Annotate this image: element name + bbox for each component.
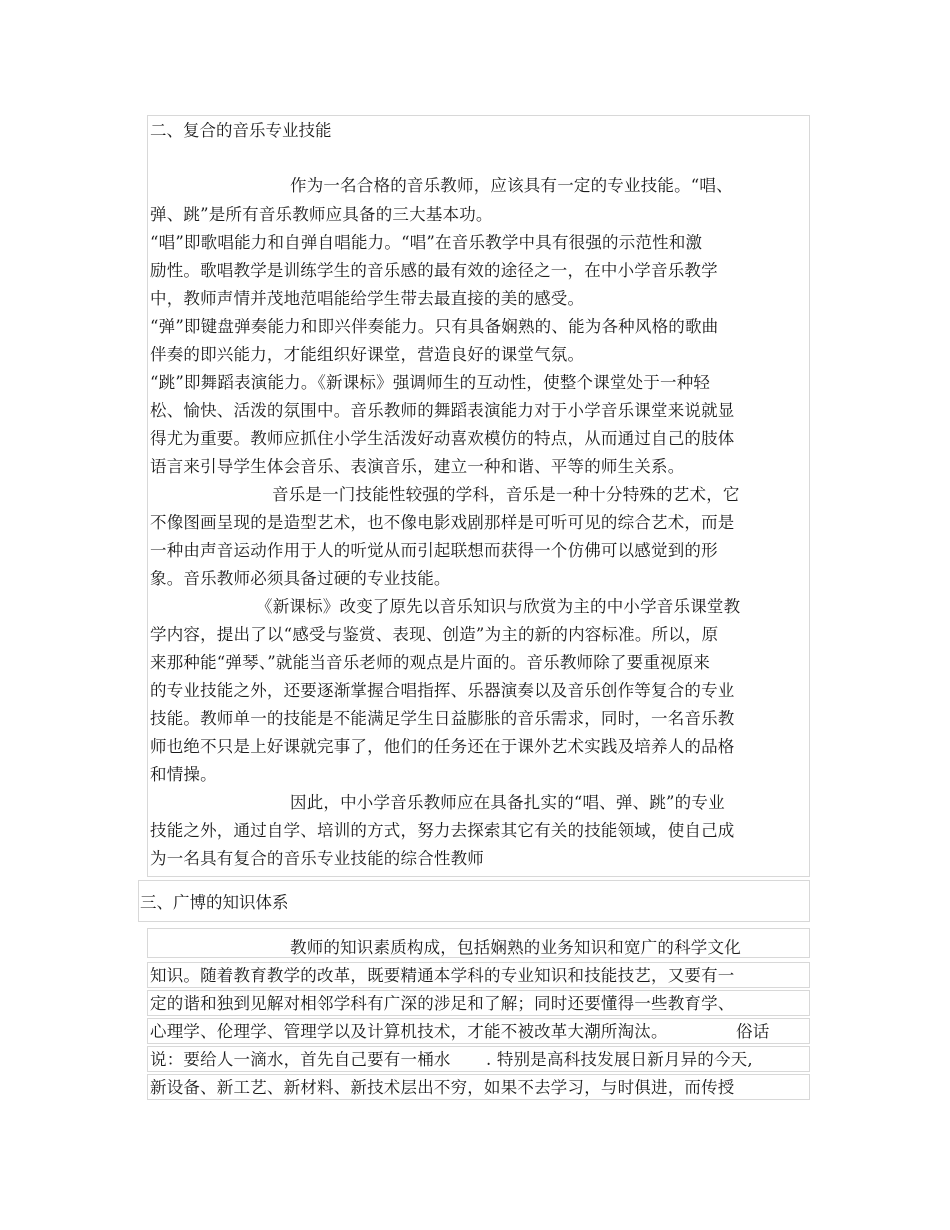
paragraph-line: 心理学、伦理学、管理学以及计算机技术，才能不被改革大潮所淘汰。 <box>150 1022 668 1041</box>
paragraph-line: 语言来引导学生体会音乐、表演音乐，建立一种和谐、平等的师生关系。 <box>150 457 685 476</box>
paragraph-line: 因此，中小学音乐教师应在具备扎实的“唱、弹、跳”的专业 <box>290 793 725 812</box>
paragraph-line: 《新课标》改变了原先以音乐知识与欣赏为主的中小学音乐课堂教 <box>256 597 741 616</box>
paragraph-line: 技能。教师单一的技能是不能满足学生日益膨胀的音乐需求，同时，一名音乐教 <box>150 709 735 728</box>
paragraph-line: 不像图画呈现的是造型艺术，也不像电影戏剧那样是可听可见的综合艺术，而是 <box>150 513 735 532</box>
section2-heading: 二、复合的音乐专业技能 <box>150 121 332 140</box>
paragraph-line: 俗话 <box>736 1022 770 1041</box>
paragraph-line: 定的谐和独到见解对相邻学科有广深的涉足和了解；同时还要懂得一些教育学、 <box>150 994 735 1013</box>
paragraph-line: 中，教师声情并茂地范唱能给学生带去最直接的美的感受。 <box>150 289 585 308</box>
paragraph-line: 来那种能“弹琴、”就能当音乐老师的观点是片面的。音乐教师除了要重视原来 <box>150 653 711 672</box>
paragraph-line: 励性。歌唱教学是训练学生的音乐感的最有效的途径之一，在中小学音乐教学 <box>150 261 718 280</box>
paragraph-line: 师也绝不只是上好课就完事了，他们的任务还在于课外艺术实践及培养人的品格 <box>150 737 735 756</box>
section3-heading: 三、广博的知识体系 <box>140 893 289 912</box>
paragraph-line: 象。音乐教师必须具备过硬的专业技能。 <box>150 569 451 588</box>
paragraph-line: 得尤为重要。教师应抓住小学生活泼好动喜欢模仿的特点，从而通过自己的肢体 <box>150 429 735 448</box>
paragraph-line: 新设备、新工艺、新材料、新技术层出不穷，如果不去学习，与时俱进，而传授 <box>150 1078 735 1097</box>
paragraph-line: 伴奏的即兴能力，才能组织好课堂，营造良好的课堂气氛。 <box>150 345 585 364</box>
paragraph-line: 学内容，提出了以“感受与鉴赏、表现、创造”为主的新的内容标准。所以，原 <box>150 625 719 644</box>
paragraph-line: 知识。随着教育教学的改革，既要精通本学科的专业知识和技能技艺，又要有一 <box>150 966 735 985</box>
paragraph-line: 的专业技能之外，还要逐渐掌握合唱指挥、乐器演奏以及音乐创作等复合的专业 <box>150 681 735 700</box>
paragraph-line: 音乐是一门技能性较强的学科，音乐是一种十分特殊的艺术，它 <box>272 485 740 504</box>
paragraph-line: 松、愉快、活泼的氛围中。音乐教师的舞蹈表演能力对于小学音乐课堂来说就显 <box>150 401 735 420</box>
paragraph-line: 说：要给人一滴水，首先自己要有一桶水 <box>150 1050 451 1069</box>
paragraph-line: “唱”即歌唱能力和自弹自唱能力。“唱”在音乐教学中具有很强的示范性和激 <box>150 233 703 252</box>
paragraph-line: 作为一名合格的音乐教师，应该具有一定的专业技能。“唱、 <box>290 176 733 195</box>
paragraph-line: 技能之外，通过自学、培训的方式，努力去探索其它有关的技能领域，使自己成 <box>150 821 735 840</box>
paragraph-line: 一种由声音运动作用于人的听觉从而引起联想而获得一个仿佛可以感觉到的形 <box>150 541 718 560</box>
paragraph-line: “跳”即舞蹈表演能力。《新课标》强调师生的互动性，使整个课堂处于一种轻 <box>150 373 711 392</box>
paragraph-line: 为一名具有复合的音乐专业技能的综合性教师 <box>150 849 484 868</box>
paragraph-line: 和情操。 <box>150 765 217 784</box>
paragraph-line: 教师的知识素质构成，包括娴熟的业务知识和宽广的科学文化 <box>290 938 741 957</box>
paragraph-line: . 特别是高科技发展日新月异的今天, <box>486 1050 753 1069</box>
paragraph-line: “弹”即键盘弹奏能力和即兴伴奏能力。只有具备娴熟的、能为各种风格的歌曲 <box>150 317 719 336</box>
paragraph-line: 弹、跳”是所有音乐教师应具备的三大基本功。 <box>150 205 493 224</box>
